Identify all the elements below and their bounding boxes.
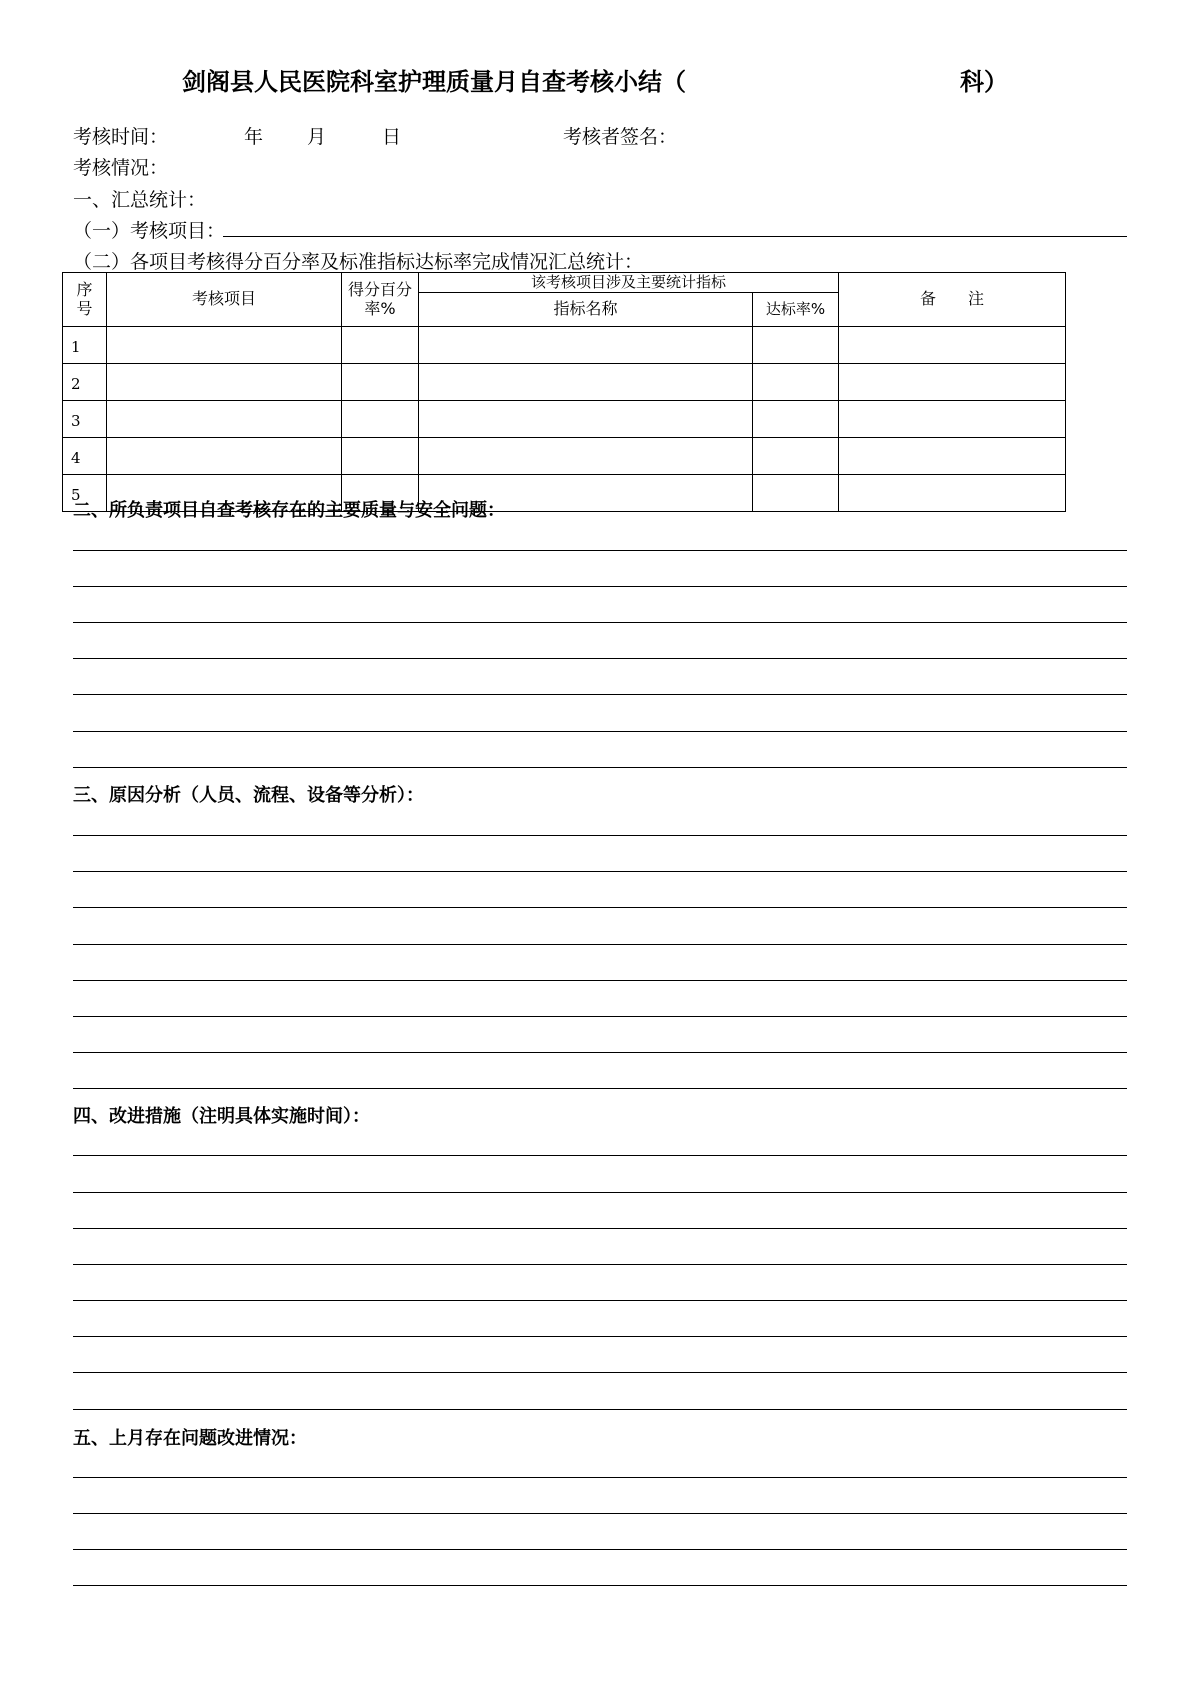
section-4-heading: 四、改进措施（注明具体实施时间）：: [73, 1106, 370, 1127]
exam-items-label: （一）考核项目：: [73, 220, 226, 242]
header-seq: 序号: [63, 273, 107, 327]
cell-score[interactable]: [342, 438, 419, 475]
writing-line[interactable]: [73, 767, 1127, 768]
row-seq: 1: [63, 327, 107, 364]
month-label: 月: [307, 126, 327, 148]
cell-exam-item[interactable]: [107, 364, 342, 401]
exam-items-fill-line: [223, 236, 1127, 237]
writing-line[interactable]: [73, 1549, 1127, 1550]
table-row: [63, 327, 1066, 364]
writing-line[interactable]: [73, 1585, 1127, 1586]
cell-score[interactable]: [342, 364, 419, 401]
year-label: 年: [244, 126, 264, 148]
writing-line[interactable]: [73, 1192, 1127, 1193]
writing-line[interactable]: [73, 1228, 1127, 1229]
exam-situation-label: 考核情况：: [73, 157, 169, 179]
header-score-percent: 得分百分率%: [342, 273, 419, 327]
cell-remark[interactable]: [839, 401, 1066, 438]
summary-stat-label: （二）各项目考核得分百分率及标准指标达标率完成情况汇总统计：: [73, 251, 644, 273]
cell-pass-rate[interactable]: [753, 401, 839, 438]
cell-exam-item[interactable]: [107, 401, 342, 438]
cell-remark[interactable]: [839, 475, 1066, 512]
cell-pass-rate[interactable]: [753, 438, 839, 475]
cell-score[interactable]: [342, 401, 419, 438]
writing-line[interactable]: [73, 1336, 1127, 1337]
table-row: [63, 364, 1066, 401]
writing-line[interactable]: [73, 907, 1127, 908]
writing-line[interactable]: [73, 1155, 1127, 1156]
header-indicator-name: 指标名称: [419, 293, 753, 327]
writing-line[interactable]: [73, 550, 1127, 551]
writing-line[interactable]: [73, 1264, 1127, 1265]
cell-indicator-name[interactable]: [419, 364, 753, 401]
writing-line[interactable]: [73, 1477, 1127, 1478]
cell-remark[interactable]: [839, 327, 1066, 364]
writing-line[interactable]: [73, 944, 1127, 945]
section-5-heading: 五、上月存在问题改进情况：: [73, 1428, 307, 1449]
writing-line[interactable]: [73, 1513, 1127, 1514]
writing-line[interactable]: [73, 622, 1127, 623]
cell-pass-rate[interactable]: [753, 327, 839, 364]
cell-exam-item[interactable]: [107, 327, 342, 364]
writing-line[interactable]: [73, 1088, 1127, 1089]
cell-remark[interactable]: [839, 364, 1066, 401]
section-1-heading: 一、汇总统计：: [73, 189, 207, 211]
writing-line[interactable]: [73, 1409, 1127, 1410]
row-seq: 2: [63, 364, 107, 401]
day-label: 日: [382, 126, 402, 148]
cell-remark[interactable]: [839, 438, 1066, 475]
document-title: 剑阁县人民医院科室护理质量月自查考核小结（: [182, 68, 686, 96]
row-seq: 5: [63, 475, 107, 512]
header-exam-item: 考核项目: [107, 273, 342, 327]
writing-line[interactable]: [73, 1372, 1127, 1373]
writing-line[interactable]: [73, 586, 1127, 587]
cell-pass-rate[interactable]: [753, 364, 839, 401]
writing-line[interactable]: [73, 1016, 1127, 1017]
writing-line[interactable]: [73, 1300, 1127, 1301]
header-pass-rate: 达标率%: [753, 293, 839, 327]
writing-line[interactable]: [73, 731, 1127, 732]
table-row: [63, 438, 1066, 475]
cell-score[interactable]: [342, 327, 419, 364]
cell-indicator-name[interactable]: [419, 401, 753, 438]
exam-time-label: 考核时间：: [73, 126, 169, 148]
writing-line[interactable]: [73, 980, 1127, 981]
row-seq: 3: [63, 401, 107, 438]
writing-line[interactable]: [73, 835, 1127, 836]
cell-pass-rate[interactable]: [753, 475, 839, 512]
writing-line[interactable]: [73, 871, 1127, 872]
cell-indicator-name[interactable]: [419, 438, 753, 475]
header-indicator-group: 该考核项目涉及主要统计指标: [419, 273, 839, 293]
section-2-heading: 二、所负责项目自查考核存在的主要质量与安全问题：: [73, 500, 505, 521]
title-department-suffix: 科）: [960, 68, 1008, 96]
writing-line[interactable]: [73, 1052, 1127, 1053]
cell-exam-item[interactable]: [107, 438, 342, 475]
cell-indicator-name[interactable]: [419, 327, 753, 364]
writing-line[interactable]: [73, 694, 1127, 695]
summary-table: [62, 272, 1066, 512]
examiner-signature-label: 考核者签名：: [563, 126, 678, 148]
section-3-heading: 三、原因分析（人员、流程、设备等分析）：: [73, 785, 424, 806]
row-seq: 4: [63, 438, 107, 475]
table-row: [63, 401, 1066, 438]
writing-line[interactable]: [73, 658, 1127, 659]
header-remark: 备 注: [839, 273, 1066, 327]
